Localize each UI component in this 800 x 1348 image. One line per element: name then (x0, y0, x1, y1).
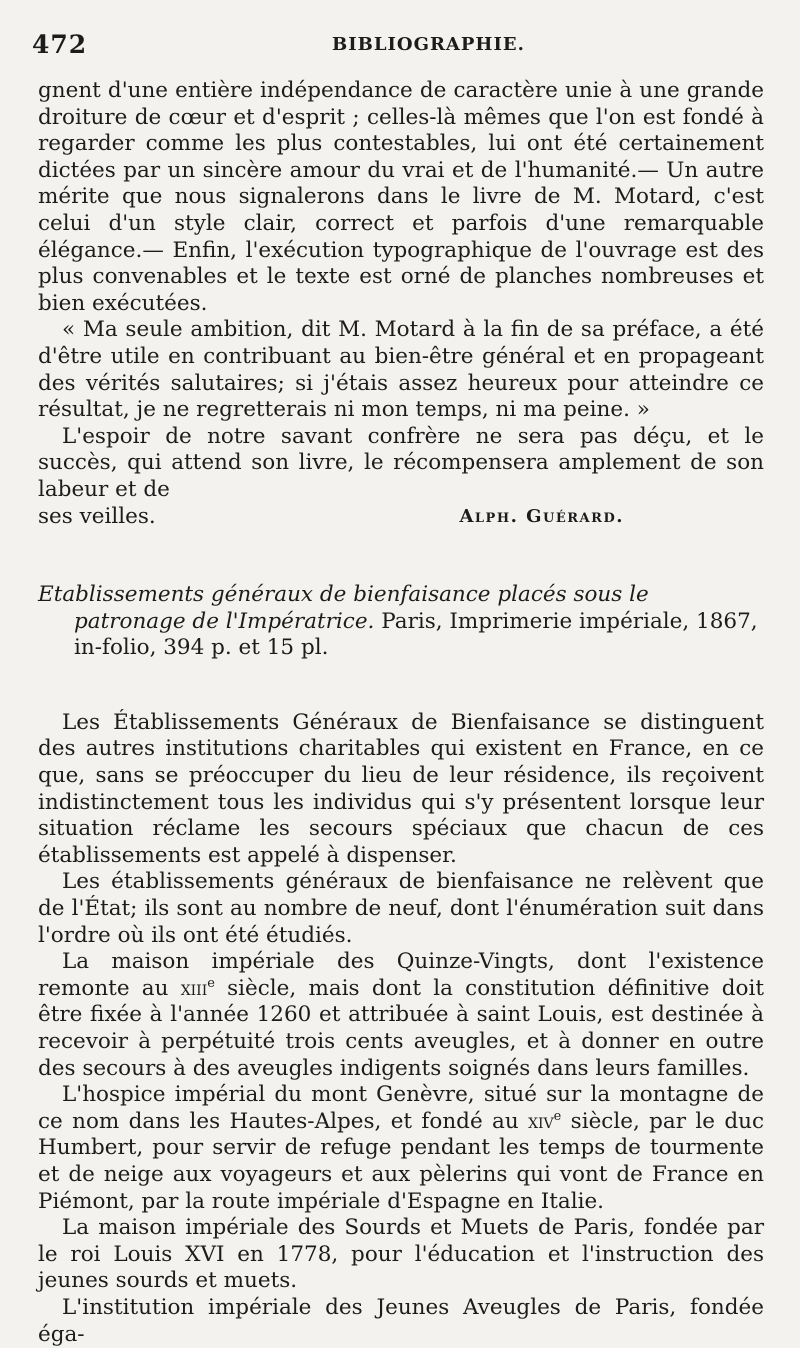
body-paragraph-3-a: La maison impériale des Quinze-Vingts, dont l'existence remonte au (38, 949, 764, 1001)
century-superscript: e (553, 1108, 562, 1124)
review-quote-paragraph: « Ma seule ambition, dit M. Motard à la fin de sa préface, a été d'être utile en contribuant au bien-être général et en propageant des vérités salutaires; si j'étais assez heureux pour atteindre ce résultat, je ne regretterais ni mon temps, ni ma peine. » (38, 317, 764, 423)
review-closing-paragraph: L'espoir de notre savant confrère ne sera pas déçu, et le succès, qui attend son livre, le récompensera amplement de son labeur et de (38, 423, 764, 502)
body-paragraph-4-a: L'hospice impérial du mont Genèvre, situé sur la montagne de ce nom dans les Hautes-Alpes, et fondé au (38, 1082, 764, 1134)
review-closing-last-line: ses veilles. (38, 503, 156, 529)
century-numeral: xiii (180, 976, 208, 1000)
century-superscript: e (207, 975, 215, 991)
entry-title: Etablissements généraux de bienfaisance placés sous le patronage de l'Impératrice. (38, 582, 649, 634)
body-paragraph-4 (38, 1082, 764, 1215)
page-header (32, 30, 760, 66)
body-paragraph-1: Les Établissements Généraux de Bienfaisance se distinguent des autres institutions charitables qui existent en France, en ce que, sans se préoccuper du lieu de leur résidence, ils reçoivent indistinctement tous les individus qui s'y présentent lorsque leur situation réclame les secours spéciaux que chacun de ces établissements est appelé à dispenser. (38, 709, 764, 868)
running-title: BIBLIOGRAPHIE. (332, 34, 525, 55)
review-signature: Alph. Guérard. (459, 505, 624, 527)
signature-line (38, 504, 764, 531)
body-paragraph-3 (38, 949, 764, 1082)
body-paragraph-5: La maison impériale des Sourds et Muets de Paris, fondée par le roi Louis XVI en 1778, pour l'éducation et l'instruction des jeunes sourds et muets. (38, 1215, 764, 1294)
body-paragraph-4-b: siècle, par le duc Humbert, pour servir de refuge pendant les temps de tourmente et de neige aux voyageurs et aux pèlerins qui vont de France en Piémont, par la route impériale d'Espagne en Italie. (38, 1108, 764, 1214)
page-number: 472 (32, 30, 88, 59)
entry-publication: Paris, Imprimerie impériale, 1867, in-folio, 394 p. et 15 pl. (74, 608, 758, 661)
page-body (38, 78, 764, 1348)
century-numeral: xiv (528, 1109, 554, 1133)
bibliographic-entry (38, 582, 764, 662)
body-paragraph-3-b: siècle, mais dont la constitution définitive doit être fixée à l'année 1260 et attribuée à saint Louis, est destinée à recevoir à perpétuité trois cents aveugles, et à donner en outre des secours à des aveugles indigents soignés dans leurs familles. (38, 975, 764, 1081)
body-paragraph-6: L'institution impériale des Jeunes Aveugles de Paris, fondée éga- (38, 1294, 764, 1347)
review-continuation-paragraph: gnent d'une entière indépendance de caractère unie à une grande droiture de cœur et d'esprit ; celles-là mêmes que l'on est fondé à regarder comme les plus contestables, lui ont été certainement dictées par un sincère amour du vrai et de l'humanité.— Un autre mérite que nous signalerons dans le livre de M. Motard, c'est celui d'un style clair, correct et parfois d'une remarquable élégance.— Enfin, l'exécution typographique de l'ouvrage est des plus convenables et le texte est orné de planches nombreuses et bien exécutées. (38, 78, 764, 316)
body-paragraph-2: Les établissements généraux de bienfaisance ne relèvent que de l'État; ils sont au nombre de neuf, dont l'énumération suit dans l'ordre où ils ont été étudiés. (38, 869, 764, 948)
